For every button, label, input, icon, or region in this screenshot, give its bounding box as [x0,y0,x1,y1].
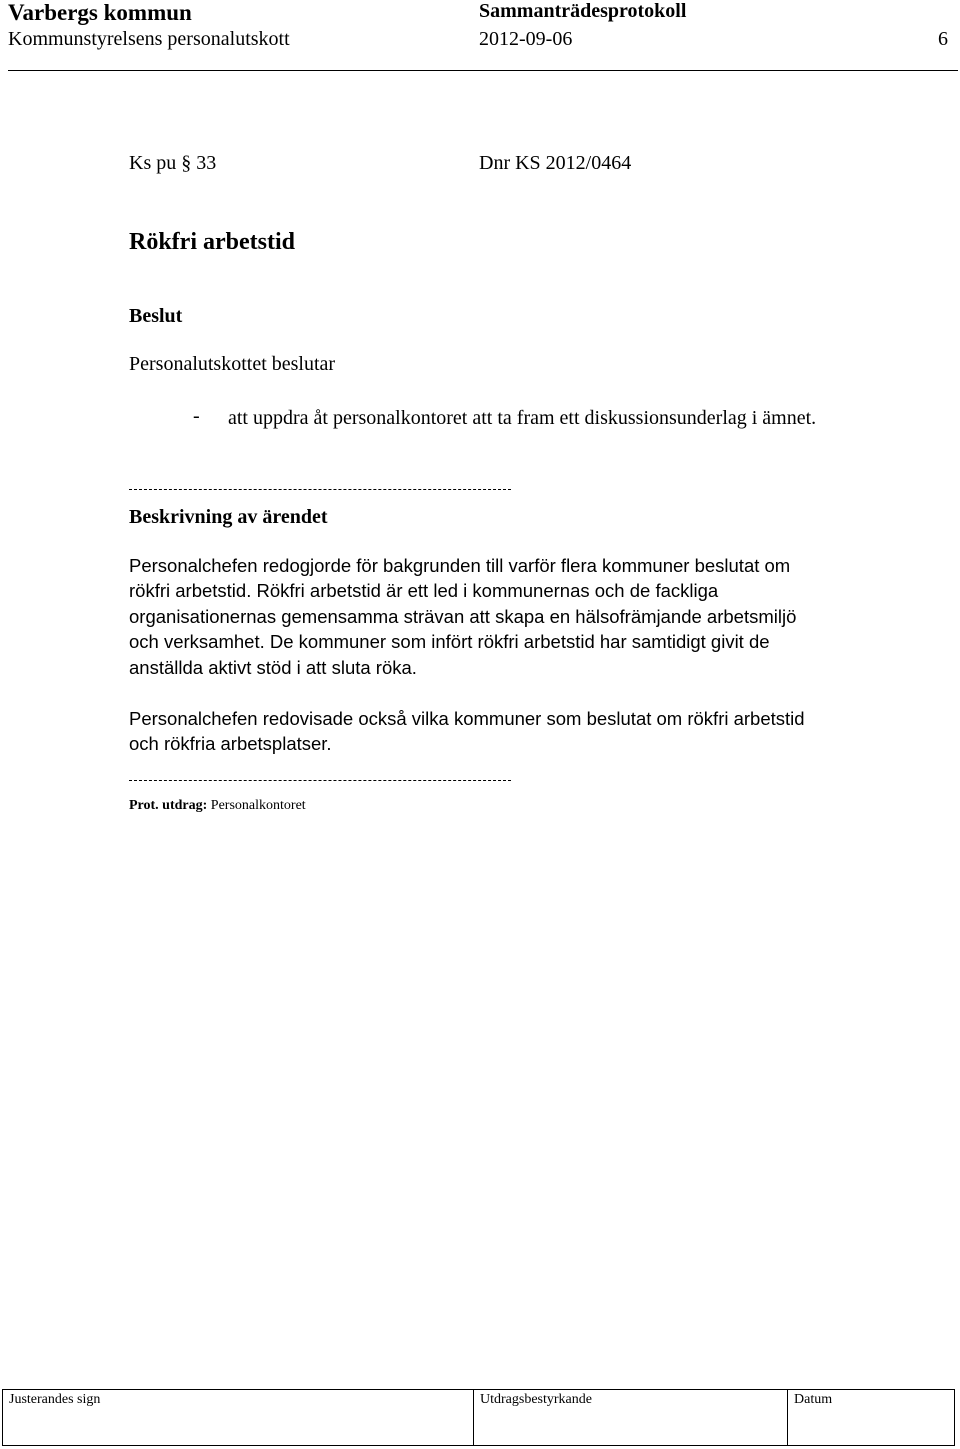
committee-name: Kommunstyrelsens personalutskott [8,28,290,50]
case-number: Ks pu § 33 [129,152,217,174]
decision-bullet-text: att uppdra åt personalkontoret att ta fram ett diskussionsunderlag i ämnet. [228,407,817,429]
registration-number: Dnr KS 2012/0464 [479,152,632,174]
organization-name: Varbergs kommun [8,0,192,25]
certification-label: Utdragsbestyrkande [480,1392,592,1407]
meeting-date: 2012-09-06 [479,28,573,50]
sign-label: Justerandes sign [9,1392,101,1407]
date-cell [788,1390,954,1445]
decision-heading: Beslut [129,305,183,327]
section-separator [129,489,511,490]
header-divider [8,70,958,71]
protocol-extract [129,798,306,814]
case-title: Rökfri arbetstid [129,229,295,255]
extract-recipient: Personalkontoret [210,798,306,813]
certification-cell [474,1390,788,1445]
sign-cell [3,1390,474,1445]
signature-footer [2,1389,955,1446]
date-label: Datum [794,1392,833,1407]
extract-label: Prot. utdrag: [129,798,208,813]
section-separator [129,780,511,781]
document-type: Sammanträdesprotokoll [479,0,687,22]
page-number: 6 [938,28,948,50]
decision-intro: Personalutskottet beslutar [129,353,336,375]
description-paragraph: Personalchefen redogjorde för bakgrunden till varför flera kommuner beslutat om rökfri arbetstid. Rökfri arbetstid är ett led i kommunernas och de fackliga organisationernas gemensamma strävan att skapa en hälsofrämjande arbetsmiljö och verksamhet. De kommuner som infört rökfri arbetstid har samtidigt givit de anställda aktivt stöd i att sluta röka. [129,555,797,678]
description-paragraph: Personalchefen redovisade också vilka kommuner som beslutat om rökfri arbetstid och rökfria arbetsplatser. [129,708,805,755]
bullet-dash: - [193,405,200,427]
description-heading: Beskrivning av ärendet [129,506,328,528]
